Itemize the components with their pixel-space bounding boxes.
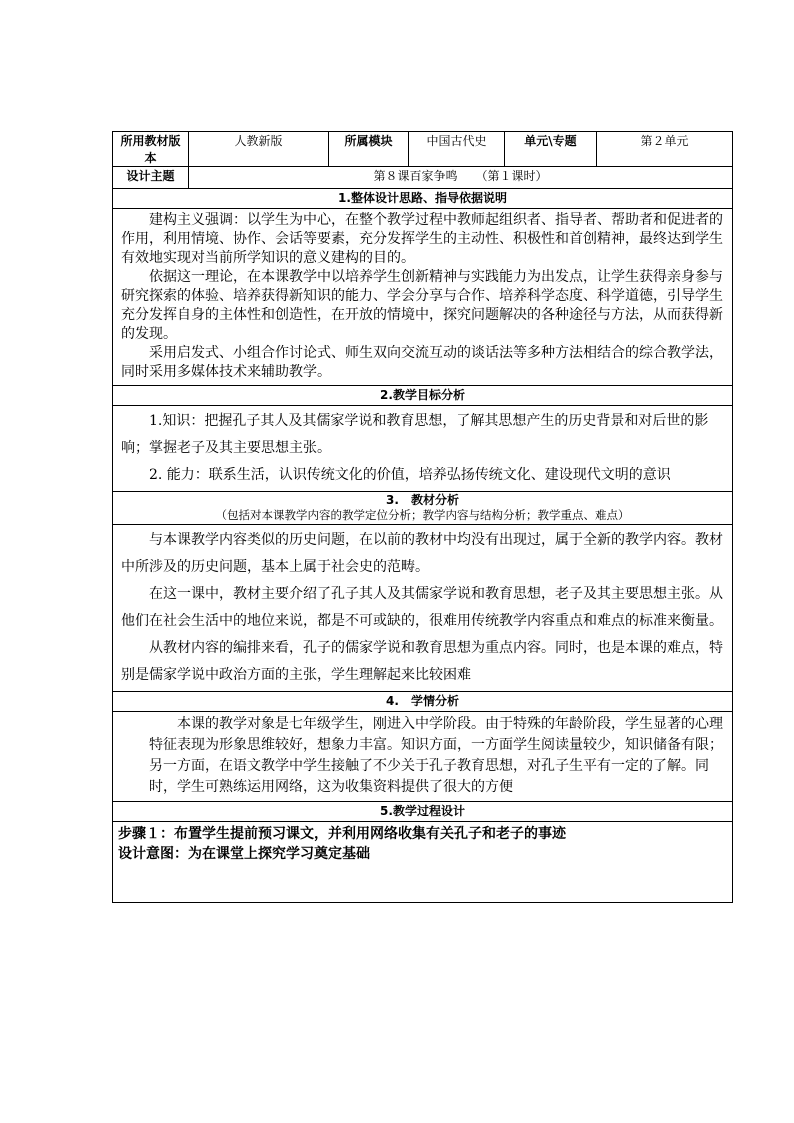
value-module: 中国古代史 — [409, 132, 505, 167]
section-5-title: 5.教学过程设计 — [113, 802, 733, 822]
s2-paragraph-2: 2. 能力：联系生活，认识传统文化的价值，培养弘扬传统文化、建设现代文明的意识 — [149, 467, 671, 483]
s3-paragraph-3: 从教材内容的编排来看，孔子的儒家学说和教育思想为重点内容。同时，也是本课的难点，特别是儒家学说中政治方面的主张，学生理解起来比较困难 — [121, 640, 723, 683]
section-1-body — [113, 209, 733, 386]
section-4-header — [113, 692, 733, 712]
section-4-title: 4. 学情分析 — [113, 692, 733, 712]
header-row-2 — [113, 167, 733, 189]
s5-design-intent: 设计意图：为在课堂上探究学习奠定基础 — [118, 846, 370, 862]
s2-paragraph-1: 1.知识：把握孔子其人及其儒家学说和教育思想，了解其思想产生的历史背景和对后世的影响；掌握老子及其主要思想主张。 — [121, 413, 709, 456]
section-3-header — [113, 492, 733, 525]
section-1-header — [113, 189, 733, 209]
section-2-header — [113, 386, 733, 406]
value-unit: 第２单元 — [597, 132, 733, 167]
s1-paragraph-3: 采用启发式、小组合作讨论式、师生双向交流互动的谈话法等多种方法相结合的综合教学法，同时采用多媒体技术来辅助教学。 — [121, 345, 723, 380]
section-1-title: 1.整体设计思路、指导依据说明 — [113, 189, 733, 209]
section-2-title: 2.教学目标分析 — [113, 386, 733, 406]
s5-step-1: 步骤１：布置学生提前预习课文，并利用网络收集有关孔子和老子的事迹 — [118, 826, 566, 842]
section-5-body — [113, 822, 733, 903]
section-4-body — [113, 712, 733, 802]
section-3-note: （包括对本课教学内容的教学定位分析；教学内容与结构分析；教学重点、难点） — [215, 508, 630, 522]
section-3-body — [113, 525, 733, 692]
s1-paragraph-1: 建构主义强调：以学生为中心，在整个教学过程中教师起组织者、指导者、帮助者和促进者的作用，利用情境、协作、会话等要素，充分发挥学生的主动性、积极性和首创精神，最终达到学生有效地实现对当前所学知识的意义建构的目的。 — [121, 212, 723, 266]
s3-paragraph-2: 在这一课中，教材主要介绍了孔子其人及其儒家学说和教育思想，老子及其主要思想主张。从他们在社会生活中的地位来说，都是不可或缺的，很难用传统教学内容重点和难点的标准来衡量。 — [121, 586, 723, 629]
label-module: 所属模块 — [329, 132, 409, 167]
label-design-topic: 设计主题 — [113, 167, 189, 189]
section-5-header — [113, 802, 733, 822]
s3-paragraph-1: 与本课教学内容类似的历史问题，在以前的教材中均没有出现过，属于全新的教学内容。教材中所涉及的历史问题，基本上属于社会史的范畴。 — [121, 532, 723, 575]
label-textbook-version: 所用教材版本 — [113, 132, 189, 167]
label-unit: 单元\专题 — [505, 132, 597, 167]
s4-paragraph: 本课的教学对象是七年级学生，刚进入中学阶段。由于特殊的年龄阶段，学生显著的心理特征表现为形象思维较好，想象力丰富。知识方面，一方面学生阅读量较少，知识储备有限；另一方面，在语文教学中学生接触了不少关于孔子教育思想，对孔子生平有一定的了解。同时，学生可熟练运用网络，这为收集资料提供了很大的方便 — [149, 716, 723, 795]
value-design-topic: 第８课百家争鸣 （第１课时） — [189, 167, 733, 189]
section-2-body — [113, 406, 733, 492]
section-3-title: 3. 教材分析 — [386, 493, 459, 507]
header-row-1 — [113, 132, 733, 167]
lesson-plan-table — [112, 131, 733, 903]
s1-paragraph-2: 依据这一理论，在本课教学中以培养学生创新精神与实践能力为出发点，让学生获得亲身参与研究探索的体验、培养获得新知识的能力、学会分享与合作、培养科学态度、科学道德，引导学生充分发挥自身的主体性和创造性，在开放的情境中，探究问题解决的各种途径与方法，从而获得新的发现。 — [121, 269, 723, 342]
value-textbook-version: 人教新版 — [189, 132, 329, 167]
